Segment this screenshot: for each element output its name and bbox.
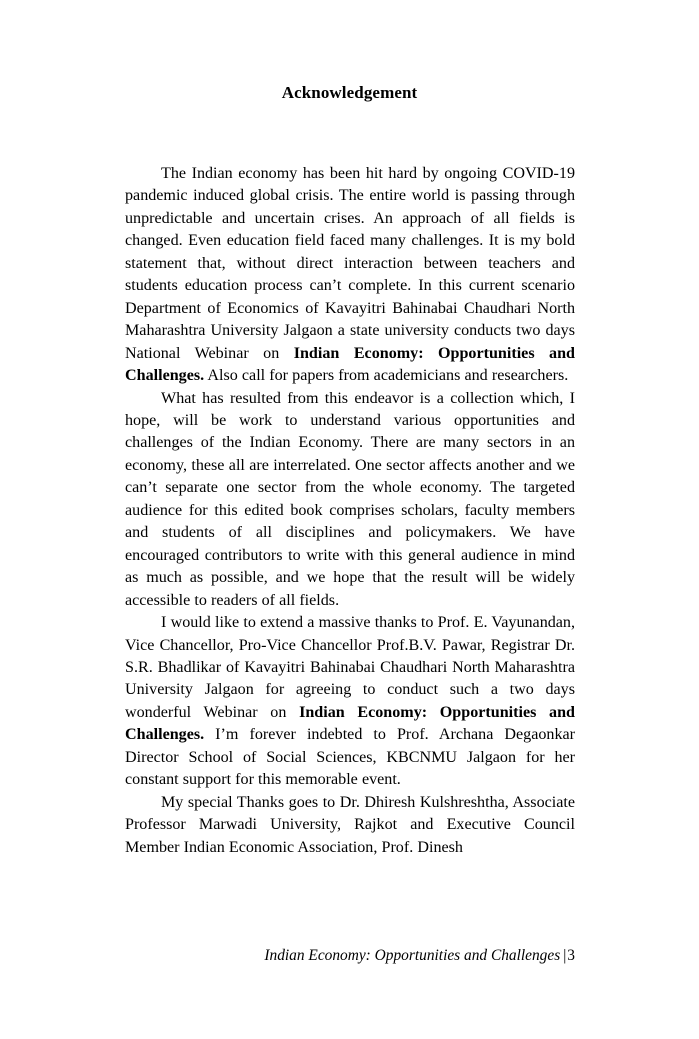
paragraph-4 bbox=[125, 792, 575, 859]
paragraph-1 bbox=[125, 163, 575, 388]
page-footer bbox=[125, 946, 575, 966]
body-text-block bbox=[125, 163, 575, 859]
para-1-run-3: Also call for papers from academicians and researchers. bbox=[204, 367, 569, 385]
paragraph-2 bbox=[125, 388, 575, 613]
footer-page-number: 3 bbox=[567, 947, 575, 964]
para-1-run-2: Indian Economy: Opportunities and Challenges. bbox=[125, 344, 575, 385]
para-3-run-3: I’m forever indebted to Prof. Archana Degaonkar Director School of Social Sciences, KBCNMU Jalgaon for her constant support for this memorable event. bbox=[125, 726, 575, 789]
para-1-run-1: The Indian economy has been hit hard by ongoing COVID-19 pandemic induced global crisis. The entire world is passing through unpredictable and uncertain crises. An approach of all fields is changed. Even education field faced many challenges. It is my bold statement that, without direct interaction between teachers and students education process can’t complete. In this current scenario Department of Economics of Kavayitri Bahinabai Chaudhari North Maharashtra University Jalgaon a state university conducts two days National Webinar on bbox=[125, 165, 575, 362]
page-title: Acknowledgement bbox=[281, 83, 418, 102]
para-2-run-1: What has resulted from this endeavor is a collection which, I hope, will be work to understand various opportunities and challenges of the Indian Economy. There are many sectors in an economy, these all are interrelated. One sector affects another and we can’t separate one sector from the whole economy. The targeted audience for this edited book comprises scholars, faculty members and students of all disciplines and policymakers. We have encouraged contributors to write with this general audience in mind as much as possible, and we hope that the result will be widely accessible to readers of all fields. bbox=[125, 389, 575, 609]
footer-running-title: Indian Economy: Opportunities and Challenges bbox=[264, 947, 561, 964]
para-4-run-1: My special Thanks goes to Dr. Dhiresh Kulshreshtha, Associate Professor Marwadi University, Rajkot and Executive Council Member Indian Economic Association, Prof. Dinesh bbox=[125, 793, 575, 856]
footer-separator: | bbox=[563, 947, 567, 964]
para-3-run-1: I would like to extend a massive thanks to Prof. E. Vayunandan, Vice Chancellor, Pro-Vice Chancellor Prof.B.V. Pawar, Registrar Dr. S.R. Bhadlikar of Kavayitri Bahinabai Chaudhari North Maharashtra University Jalgaon for agreeing to conduct such a two days wonderful Webinar on bbox=[125, 614, 575, 721]
paragraph-3 bbox=[125, 612, 575, 792]
para-3-run-2: Indian Economy: Opportunities and Challenges. bbox=[125, 703, 575, 744]
